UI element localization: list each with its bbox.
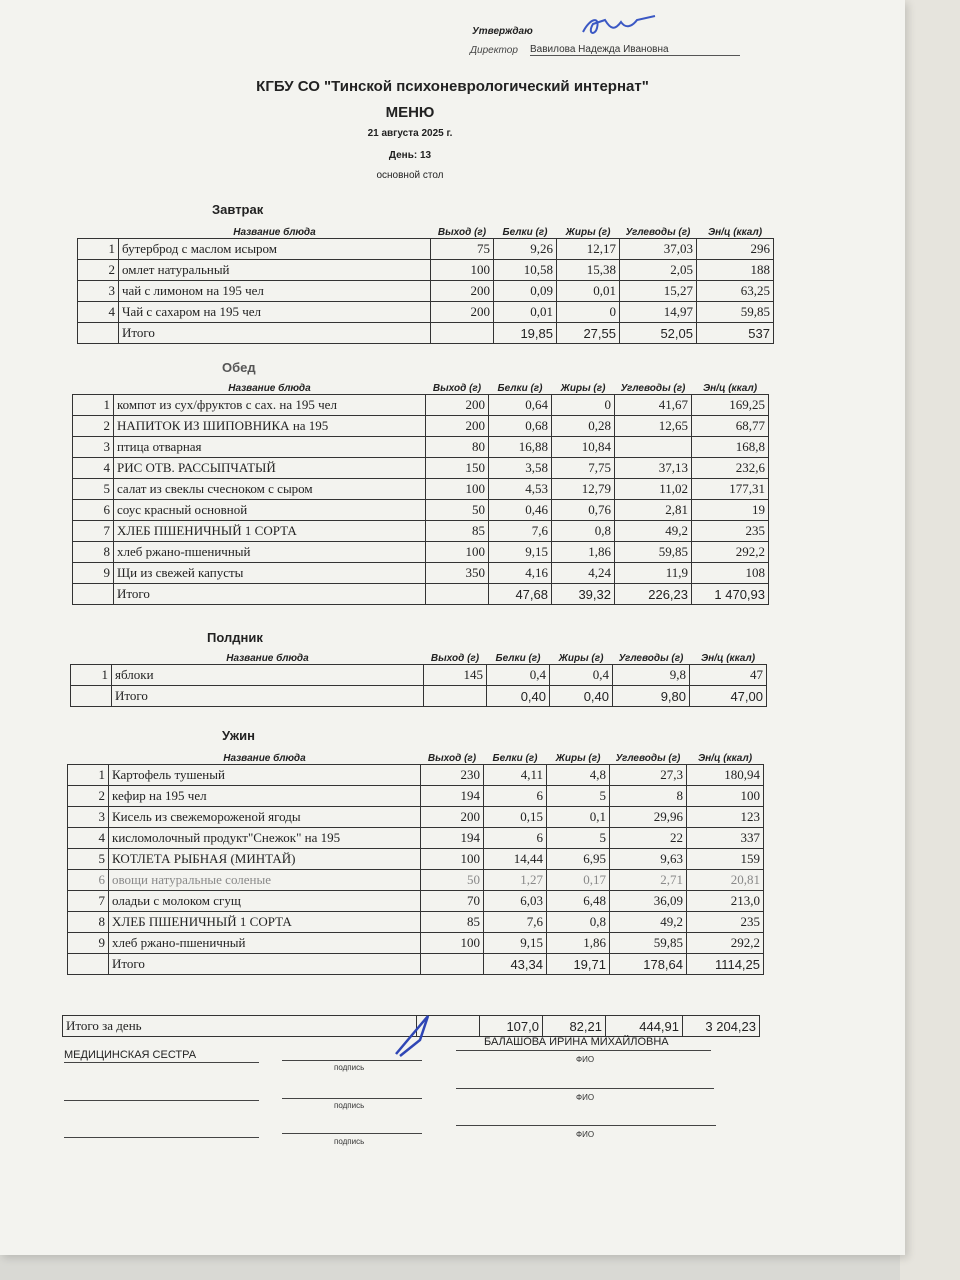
- table-row: [73, 458, 769, 479]
- dish-name: яблоки: [112, 665, 424, 686]
- total-value: 52,05: [620, 323, 697, 344]
- day-total-label: Итого за день: [63, 1016, 417, 1037]
- nutrition-value: 296: [697, 239, 774, 260]
- total-value: 43,34: [484, 954, 547, 975]
- nutrition-value: 0: [552, 395, 615, 416]
- dinner-table: [67, 752, 764, 975]
- dish-name: кисломолочный продукт"Снежок" на 195: [109, 828, 421, 849]
- column-header-energy: Эн/ц (ккал): [700, 652, 756, 664]
- nurse-label: МЕДИЦИНСКАЯ СЕСТРА: [64, 1049, 197, 1061]
- nutrition-value: 11,9: [615, 563, 692, 584]
- nutrition-value: 29,96: [610, 807, 687, 828]
- nutrition-value: 4,11: [484, 765, 547, 786]
- nutrition-value: 100: [426, 542, 489, 563]
- row-number: 3: [73, 437, 114, 458]
- nutrition-value: 0,68: [489, 416, 552, 437]
- column-header-carbs: Углеводы (г): [618, 652, 684, 664]
- total-value: 39,32: [552, 584, 615, 605]
- column-header-output: Выход (г): [437, 226, 487, 238]
- nutrition-value: 235: [692, 521, 769, 542]
- row-number: 7: [73, 521, 114, 542]
- day-total-value: 444,91: [606, 1016, 683, 1037]
- organization-title: КГБУ СО "Тинской психоневрологический интернат": [256, 78, 649, 95]
- nutrition-value: 50: [426, 500, 489, 521]
- table-row: [73, 437, 769, 458]
- nutrition-value: 9,8: [613, 665, 690, 686]
- total-number-cell: [73, 584, 114, 605]
- dish-name: омлет натуральный: [119, 260, 431, 281]
- nutrition-value: 0: [557, 302, 620, 323]
- total-row: [71, 686, 767, 707]
- table-row: [68, 807, 764, 828]
- nutrition-value: 15,38: [557, 260, 620, 281]
- dish-name: соус красный основной: [114, 500, 426, 521]
- nutrition-value: 75: [431, 239, 494, 260]
- nutrition-value: 337: [687, 828, 764, 849]
- table-row: [68, 786, 764, 807]
- column-header-carbs: Углеводы (г): [615, 752, 681, 764]
- dish-name: КОТЛЕТА РЫБНАЯ (МИНТАЙ): [109, 849, 421, 870]
- nutrition-value: 100: [421, 849, 484, 870]
- column-header-carbs: Углеводы (г): [620, 382, 686, 394]
- nutrition-value: 27,3: [610, 765, 687, 786]
- nutrition-value: 100: [431, 260, 494, 281]
- nurse-signature: [390, 1010, 440, 1060]
- nutrition-value: 159: [687, 849, 764, 870]
- nutrition-value: 350: [426, 563, 489, 584]
- name-line-2: [456, 1088, 714, 1089]
- dish-name: хлеб ржано-пшеничный: [109, 933, 421, 954]
- nutrition-value: 0,15: [484, 807, 547, 828]
- column-header-energy: Эн/ц (ккал): [707, 226, 763, 238]
- nutrition-value: 4,16: [489, 563, 552, 584]
- nutrition-value: 292,2: [692, 542, 769, 563]
- nutrition-value: 70: [421, 891, 484, 912]
- table-row: [68, 933, 764, 954]
- row-number: 4: [78, 302, 119, 323]
- column-header-protein: Белки (г): [495, 652, 541, 664]
- total-value: 0,40: [487, 686, 550, 707]
- row-number: 9: [68, 933, 109, 954]
- total-value: 19,71: [547, 954, 610, 975]
- row-number: 4: [73, 458, 114, 479]
- name-caption-2: ФИО: [576, 1093, 595, 1102]
- column-header-fat: Жиры (г): [555, 752, 601, 764]
- row-number: 1: [78, 239, 119, 260]
- column-header-output: Выход (г): [427, 752, 477, 764]
- nutrition-value: 9,15: [484, 933, 547, 954]
- nutrition-value: 47: [690, 665, 767, 686]
- nutrition-value: 59,85: [610, 933, 687, 954]
- column-header-energy: Эн/ц (ккал): [697, 752, 753, 764]
- signature-line-2: [282, 1098, 422, 1099]
- dish-name: овощи натуральные соленые: [109, 870, 421, 891]
- nutrition-value: 0,01: [557, 281, 620, 302]
- row-number: 1: [68, 765, 109, 786]
- total-value: [431, 323, 494, 344]
- table-type: основной стол: [376, 170, 444, 181]
- table-row: [68, 849, 764, 870]
- nutrition-value: 37,13: [615, 458, 692, 479]
- nutrition-value: 12,17: [557, 239, 620, 260]
- nutrition-value: 100: [421, 933, 484, 954]
- dish-name: Картофель тушеный: [109, 765, 421, 786]
- dish-name: Щи из свежей капусты: [114, 563, 426, 584]
- row-number: 2: [73, 416, 114, 437]
- name-line-1: [456, 1050, 711, 1051]
- total-label: Итого: [119, 323, 431, 344]
- day-total-value: 107,0: [480, 1016, 543, 1037]
- table-row: [78, 281, 774, 302]
- row-number: 4: [68, 828, 109, 849]
- nutrition-value: 80: [426, 437, 489, 458]
- nutrition-value: 200: [426, 416, 489, 437]
- nutrition-value: 10,84: [552, 437, 615, 458]
- table-row: [68, 828, 764, 849]
- total-number-cell: [71, 686, 112, 707]
- nutrition-value: 200: [421, 807, 484, 828]
- menu-day: День: 13: [388, 150, 432, 161]
- total-value: [421, 954, 484, 975]
- column-header-fat: Жиры (г): [558, 652, 604, 664]
- total-value: 9,80: [613, 686, 690, 707]
- table-row: [68, 891, 764, 912]
- nutrition-value: 49,2: [610, 912, 687, 933]
- row-number: 2: [78, 260, 119, 281]
- nutrition-value: 0,01: [494, 302, 557, 323]
- nutrition-value: 41,67: [615, 395, 692, 416]
- total-value: 47,68: [489, 584, 552, 605]
- column-header-blank: [78, 226, 119, 239]
- nutrition-value: 59,85: [615, 542, 692, 563]
- nutrition-value: 0,8: [547, 912, 610, 933]
- menu-date: 21 августа 2025 г.: [367, 128, 453, 139]
- nutrition-value: 68,77: [692, 416, 769, 437]
- nutrition-value: 50: [421, 870, 484, 891]
- dish-name: Чай с сахаром на 195 чел: [119, 302, 431, 323]
- nutrition-value: 0,17: [547, 870, 610, 891]
- nutrition-value: 2,81: [615, 500, 692, 521]
- dish-name: НАПИТОК ИЗ ШИПОВНИКА на 195: [114, 416, 426, 437]
- dish-name: Кисель из свежемороженой ягоды: [109, 807, 421, 828]
- nutrition-value: 4,24: [552, 563, 615, 584]
- nutrition-value: 2,05: [620, 260, 697, 281]
- nutrition-value: 6,95: [547, 849, 610, 870]
- column-header-carbs: Углеводы (г): [625, 226, 691, 238]
- snack-table: [70, 652, 767, 707]
- nutrition-value: 6: [484, 828, 547, 849]
- signature-caption-3: подпись: [334, 1137, 365, 1146]
- menu-title: МЕНЮ: [385, 104, 435, 121]
- section-title-breakfast: Завтрак: [212, 202, 264, 217]
- column-header-row: [73, 382, 769, 395]
- column-header-name: Название блюда: [223, 752, 306, 764]
- column-header-name: Название блюда: [228, 382, 311, 394]
- nutrition-value: 11,02: [615, 479, 692, 500]
- nutrition-value: 0,76: [552, 500, 615, 521]
- row-number: 5: [68, 849, 109, 870]
- total-value: 27,55: [557, 323, 620, 344]
- nutrition-value: 4,53: [489, 479, 552, 500]
- nutrition-value: 168,8: [692, 437, 769, 458]
- signature-caption-1: подпись: [334, 1063, 365, 1072]
- nutrition-value: 16,88: [489, 437, 552, 458]
- nutrition-value: 0,4: [550, 665, 613, 686]
- nutrition-value: 169,25: [692, 395, 769, 416]
- dish-name: ХЛЕБ ПШЕНИЧНЫЙ 1 СОРТА: [114, 521, 426, 542]
- director-signature: [575, 10, 665, 40]
- nutrition-value: 100: [426, 479, 489, 500]
- column-header-row: [68, 752, 764, 765]
- row-number: 5: [73, 479, 114, 500]
- name-caption-1: ФИО: [576, 1055, 595, 1064]
- nutrition-value: 3,58: [489, 458, 552, 479]
- nutrition-value: 0,1: [547, 807, 610, 828]
- nutrition-value: 1,27: [484, 870, 547, 891]
- row-number: 6: [73, 500, 114, 521]
- table-row: [73, 416, 769, 437]
- total-label: Итого: [109, 954, 421, 975]
- nutrition-value: 235: [687, 912, 764, 933]
- nutrition-value: 194: [421, 828, 484, 849]
- total-label: Итого: [114, 584, 426, 605]
- column-header-row: [78, 226, 774, 239]
- total-value: [424, 686, 487, 707]
- total-value: 0,40: [550, 686, 613, 707]
- nutrition-value: 49,2: [615, 521, 692, 542]
- dish-name: РИС ОТВ. РАССЫПЧАТЫЙ: [114, 458, 426, 479]
- total-value: 226,23: [615, 584, 692, 605]
- nurse-label-line: [64, 1062, 259, 1063]
- column-header-fat: Жиры (г): [560, 382, 606, 394]
- nutrition-value: 5: [547, 828, 610, 849]
- nutrition-value: 188: [697, 260, 774, 281]
- nutrition-value: 9,15: [489, 542, 552, 563]
- dish-name: компот из сух/фруктов с сах. на 195 чел: [114, 395, 426, 416]
- row-number: 7: [68, 891, 109, 912]
- nutrition-value: 20,81: [687, 870, 764, 891]
- nutrition-value: 6,03: [484, 891, 547, 912]
- table-row: [68, 765, 764, 786]
- nutrition-value: 12,79: [552, 479, 615, 500]
- total-row: [68, 954, 764, 975]
- nutrition-value: 9,63: [610, 849, 687, 870]
- table-row: [73, 542, 769, 563]
- table-row: [68, 870, 764, 891]
- table-row: [78, 302, 774, 323]
- name-caption-3: ФИО: [576, 1130, 595, 1139]
- column-header-energy: Эн/ц (ккал): [702, 382, 758, 394]
- row-number: 3: [68, 807, 109, 828]
- nutrition-value: 123: [687, 807, 764, 828]
- nutrition-value: 14,44: [484, 849, 547, 870]
- column-header-protein: Белки (г): [502, 226, 548, 238]
- row-number: 1: [71, 665, 112, 686]
- nutrition-value: 63,25: [697, 281, 774, 302]
- total-value: 178,64: [610, 954, 687, 975]
- nutrition-value: 180,94: [687, 765, 764, 786]
- section-title-snack: Полдник: [207, 630, 263, 645]
- nutrition-value: 6: [484, 786, 547, 807]
- day-total-value: 82,21: [543, 1016, 606, 1037]
- total-value: 537: [697, 323, 774, 344]
- nutrition-value: 200: [431, 302, 494, 323]
- nutrition-value: 7,75: [552, 458, 615, 479]
- table-row: [78, 239, 774, 260]
- table-row: [71, 665, 767, 686]
- total-number-cell: [78, 323, 119, 344]
- nutrition-value: 2,71: [610, 870, 687, 891]
- column-header-fat: Жиры (г): [565, 226, 611, 238]
- nutrition-value: 22: [610, 828, 687, 849]
- nutrition-value: 19: [692, 500, 769, 521]
- director-name: Вавилова Надежда Ивановна: [530, 44, 740, 56]
- row-number: 2: [68, 786, 109, 807]
- nutrition-value: 1,86: [547, 933, 610, 954]
- nutrition-value: 194: [421, 786, 484, 807]
- nutrition-value: 8: [610, 786, 687, 807]
- table-row: [73, 479, 769, 500]
- nutrition-value: 9,26: [494, 239, 557, 260]
- dish-name: хлеб ржано-пшеничный: [114, 542, 426, 563]
- nutrition-value: 7,6: [489, 521, 552, 542]
- nutrition-value: 0,28: [552, 416, 615, 437]
- nutrition-value: 0,8: [552, 521, 615, 542]
- dish-name: оладьи с молоком сгущ: [109, 891, 421, 912]
- nutrition-value: 145: [424, 665, 487, 686]
- total-value: 47,00: [690, 686, 767, 707]
- nutrition-value: 177,31: [692, 479, 769, 500]
- nutrition-value: 37,03: [620, 239, 697, 260]
- row-number: 1: [73, 395, 114, 416]
- row-number: 3: [78, 281, 119, 302]
- column-header-protein: Белки (г): [497, 382, 543, 394]
- day-total-value: 3 204,23: [683, 1016, 760, 1037]
- lunch-table: [72, 382, 769, 605]
- role-line-2: [64, 1100, 259, 1101]
- dish-name: кефир на 195 чел: [109, 786, 421, 807]
- nutrition-value: 36,09: [610, 891, 687, 912]
- section-title-dinner: Ужин: [222, 728, 255, 743]
- dish-name: салат из свеклы счесноком с сыром: [114, 479, 426, 500]
- dish-name: чай с лимоном на 195 чел: [119, 281, 431, 302]
- signature-line-3: [282, 1133, 422, 1134]
- nutrition-value: 0,64: [489, 395, 552, 416]
- dish-name: ХЛЕБ ПШЕНИЧНЫЙ 1 СОРТА: [109, 912, 421, 933]
- nutrition-value: 59,85: [697, 302, 774, 323]
- nutrition-value: 85: [426, 521, 489, 542]
- signature-line-1: [282, 1060, 422, 1061]
- column-header-name: Название блюда: [233, 226, 316, 238]
- column-header-blank: [68, 752, 109, 765]
- total-label: Итого: [112, 686, 424, 707]
- nutrition-value: 85: [421, 912, 484, 933]
- breakfast-table: [77, 226, 774, 344]
- nutrition-value: [615, 437, 692, 458]
- nutrition-value: 100: [687, 786, 764, 807]
- nutrition-value: 292,2: [687, 933, 764, 954]
- nutrition-value: 1,86: [552, 542, 615, 563]
- nutrition-value: 0,46: [489, 500, 552, 521]
- total-number-cell: [68, 954, 109, 975]
- column-header-protein: Белки (г): [492, 752, 538, 764]
- column-header-blank: [71, 652, 112, 665]
- nurse-name: БАЛАШОВА ИРИНА МИХАЙЛОВНА: [484, 1036, 669, 1048]
- table-row: [73, 395, 769, 416]
- column-header-row: [71, 652, 767, 665]
- row-number: 9: [73, 563, 114, 584]
- nutrition-value: 10,58: [494, 260, 557, 281]
- nutrition-value: 0,09: [494, 281, 557, 302]
- row-number: 6: [68, 870, 109, 891]
- nutrition-value: 7,6: [484, 912, 547, 933]
- role-line-3: [64, 1137, 259, 1138]
- column-header-output: Выход (г): [430, 652, 480, 664]
- nutrition-value: 108: [692, 563, 769, 584]
- dish-name: птица отварная: [114, 437, 426, 458]
- nutrition-value: 230: [421, 765, 484, 786]
- nutrition-value: 0,4: [487, 665, 550, 686]
- nutrition-value: 15,27: [620, 281, 697, 302]
- total-value: 1114,25: [687, 954, 764, 975]
- nutrition-value: 6,48: [547, 891, 610, 912]
- column-header-output: Выход (г): [432, 382, 482, 394]
- total-row: [73, 584, 769, 605]
- column-header-name: Название блюда: [226, 652, 309, 664]
- nutrition-value: 5: [547, 786, 610, 807]
- nutrition-value: 232,6: [692, 458, 769, 479]
- table-row: [73, 521, 769, 542]
- director-label: Директор: [470, 45, 518, 56]
- nutrition-value: 150: [426, 458, 489, 479]
- column-header-blank: [73, 382, 114, 395]
- dish-name: бутерброд с маслом исыром: [119, 239, 431, 260]
- nutrition-value: 213,0: [687, 891, 764, 912]
- approve-title: Утверждаю: [472, 26, 533, 37]
- total-row: [78, 323, 774, 344]
- table-row: [73, 563, 769, 584]
- table-row: [68, 912, 764, 933]
- signature-caption-2: подпись: [334, 1101, 365, 1110]
- nutrition-value: 4,8: [547, 765, 610, 786]
- total-value: 19,85: [494, 323, 557, 344]
- row-number: 8: [73, 542, 114, 563]
- total-value: 1 470,93: [692, 584, 769, 605]
- background-surface: [900, 0, 960, 1280]
- table-row: [73, 500, 769, 521]
- table-row: [78, 260, 774, 281]
- row-number: 8: [68, 912, 109, 933]
- nutrition-value: 200: [431, 281, 494, 302]
- nutrition-value: 200: [426, 395, 489, 416]
- nutrition-value: 12,65: [615, 416, 692, 437]
- total-value: [426, 584, 489, 605]
- name-line-3: [456, 1125, 716, 1126]
- nutrition-value: 14,97: [620, 302, 697, 323]
- section-title-lunch: Обед: [222, 360, 256, 375]
